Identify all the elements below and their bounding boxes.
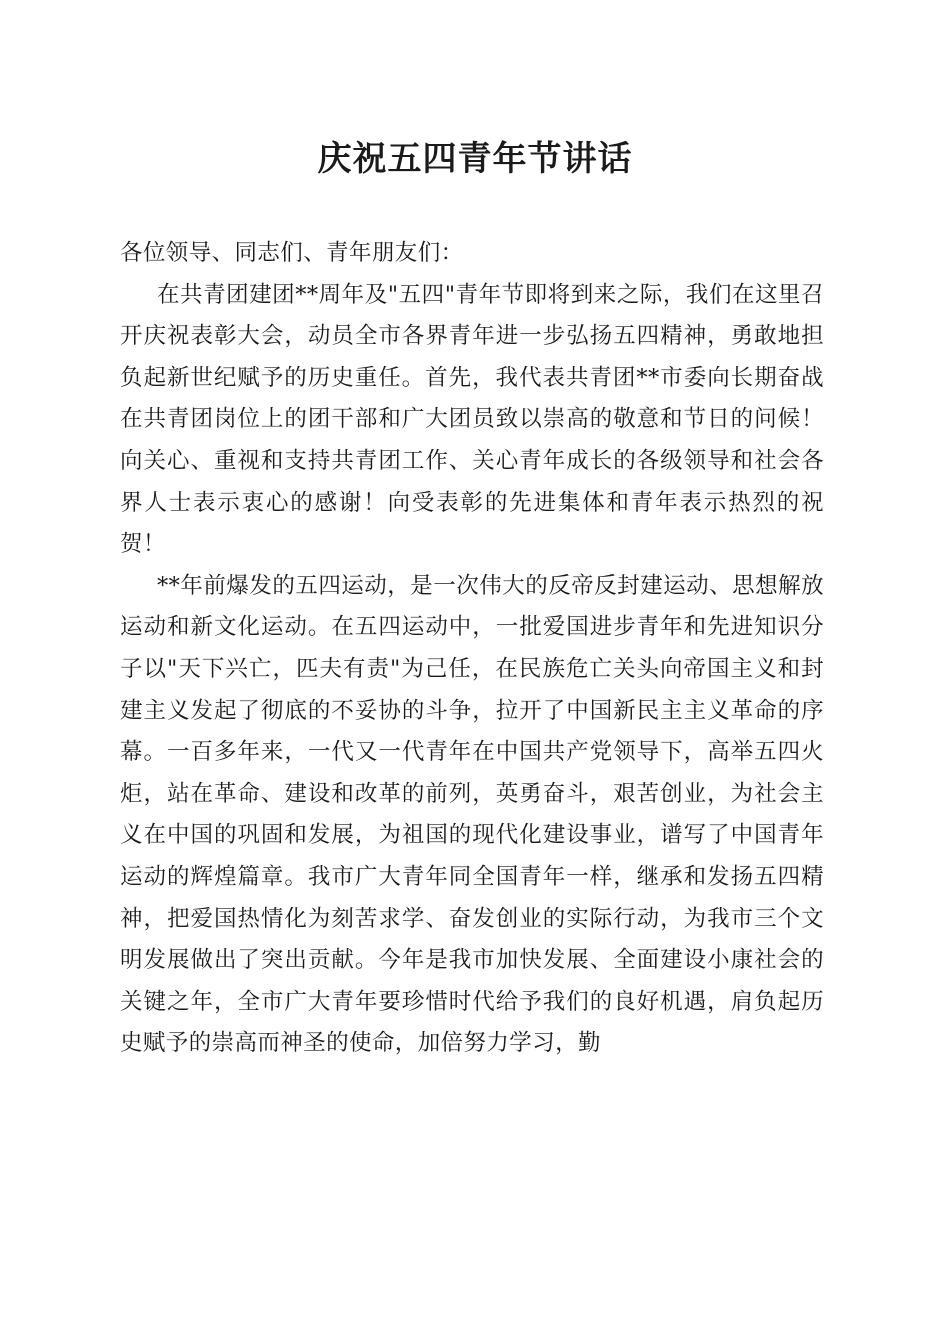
paragraph-2: **年前爆发的五四运动，是一次伟大的反帝反封建运动、思想解放运动和新文化运动。在五四运动中，一批爱国进步青年和先进知识分子以"天下兴亡，匹夫有责"为己任，在民族危亡关头向帝国主义和封建主义发起了彻底的不妥协的斗争，拉开了中国新民主主义革命的序幕。一百多年来，一代又一代青年在中国共产党领导下，高举五四火炬，站在革命、建设和改革的前列，英勇奋斗，艰苦创业，为社会主义在中国的巩固和发展，为祖国的现代化建设事业，谱写了中国青年运动的辉煌篇章。我市广大青年同全国青年一样，继承和发扬五四精神，把爱国热情化为刻苦求学、奋发创业的实际行动，为我市三个文明发展做出了突出贡献。今年是我市加快发展、全面建设小康社会的关键之年，全市广大青年要珍惜时代给予我们的良好机遇，肩负起历史赋予的崇高而神圣的使命，加倍努力学习，勤 <box>120 572 824 1057</box>
salutation: 各位领导、同志们、青年朋友们： <box>120 240 464 266</box>
paragraph-1: 在共青团建团**周年及"五四"青年节即将到来之际，我们在这里召开庆祝表彰大会，动员全市各界青年进一步弘扬五四精神，勇敢地担负起新世纪赋予的历史重任。首先，我代表共青团**市委向长期奋战在共青团岗位上的团干部和广大团员致以崇高的敬意和节日的问候！向关心、重视和支持共青团工作、关心青年成长的各级领导和社会各界人士表示衷心的感谢！向受表彰的先进集体和青年表示热烈的祝贺！ <box>120 281 824 558</box>
document-body <box>120 233 824 1065</box>
page-title: 庆祝五四青年节讲话 <box>317 139 633 179</box>
